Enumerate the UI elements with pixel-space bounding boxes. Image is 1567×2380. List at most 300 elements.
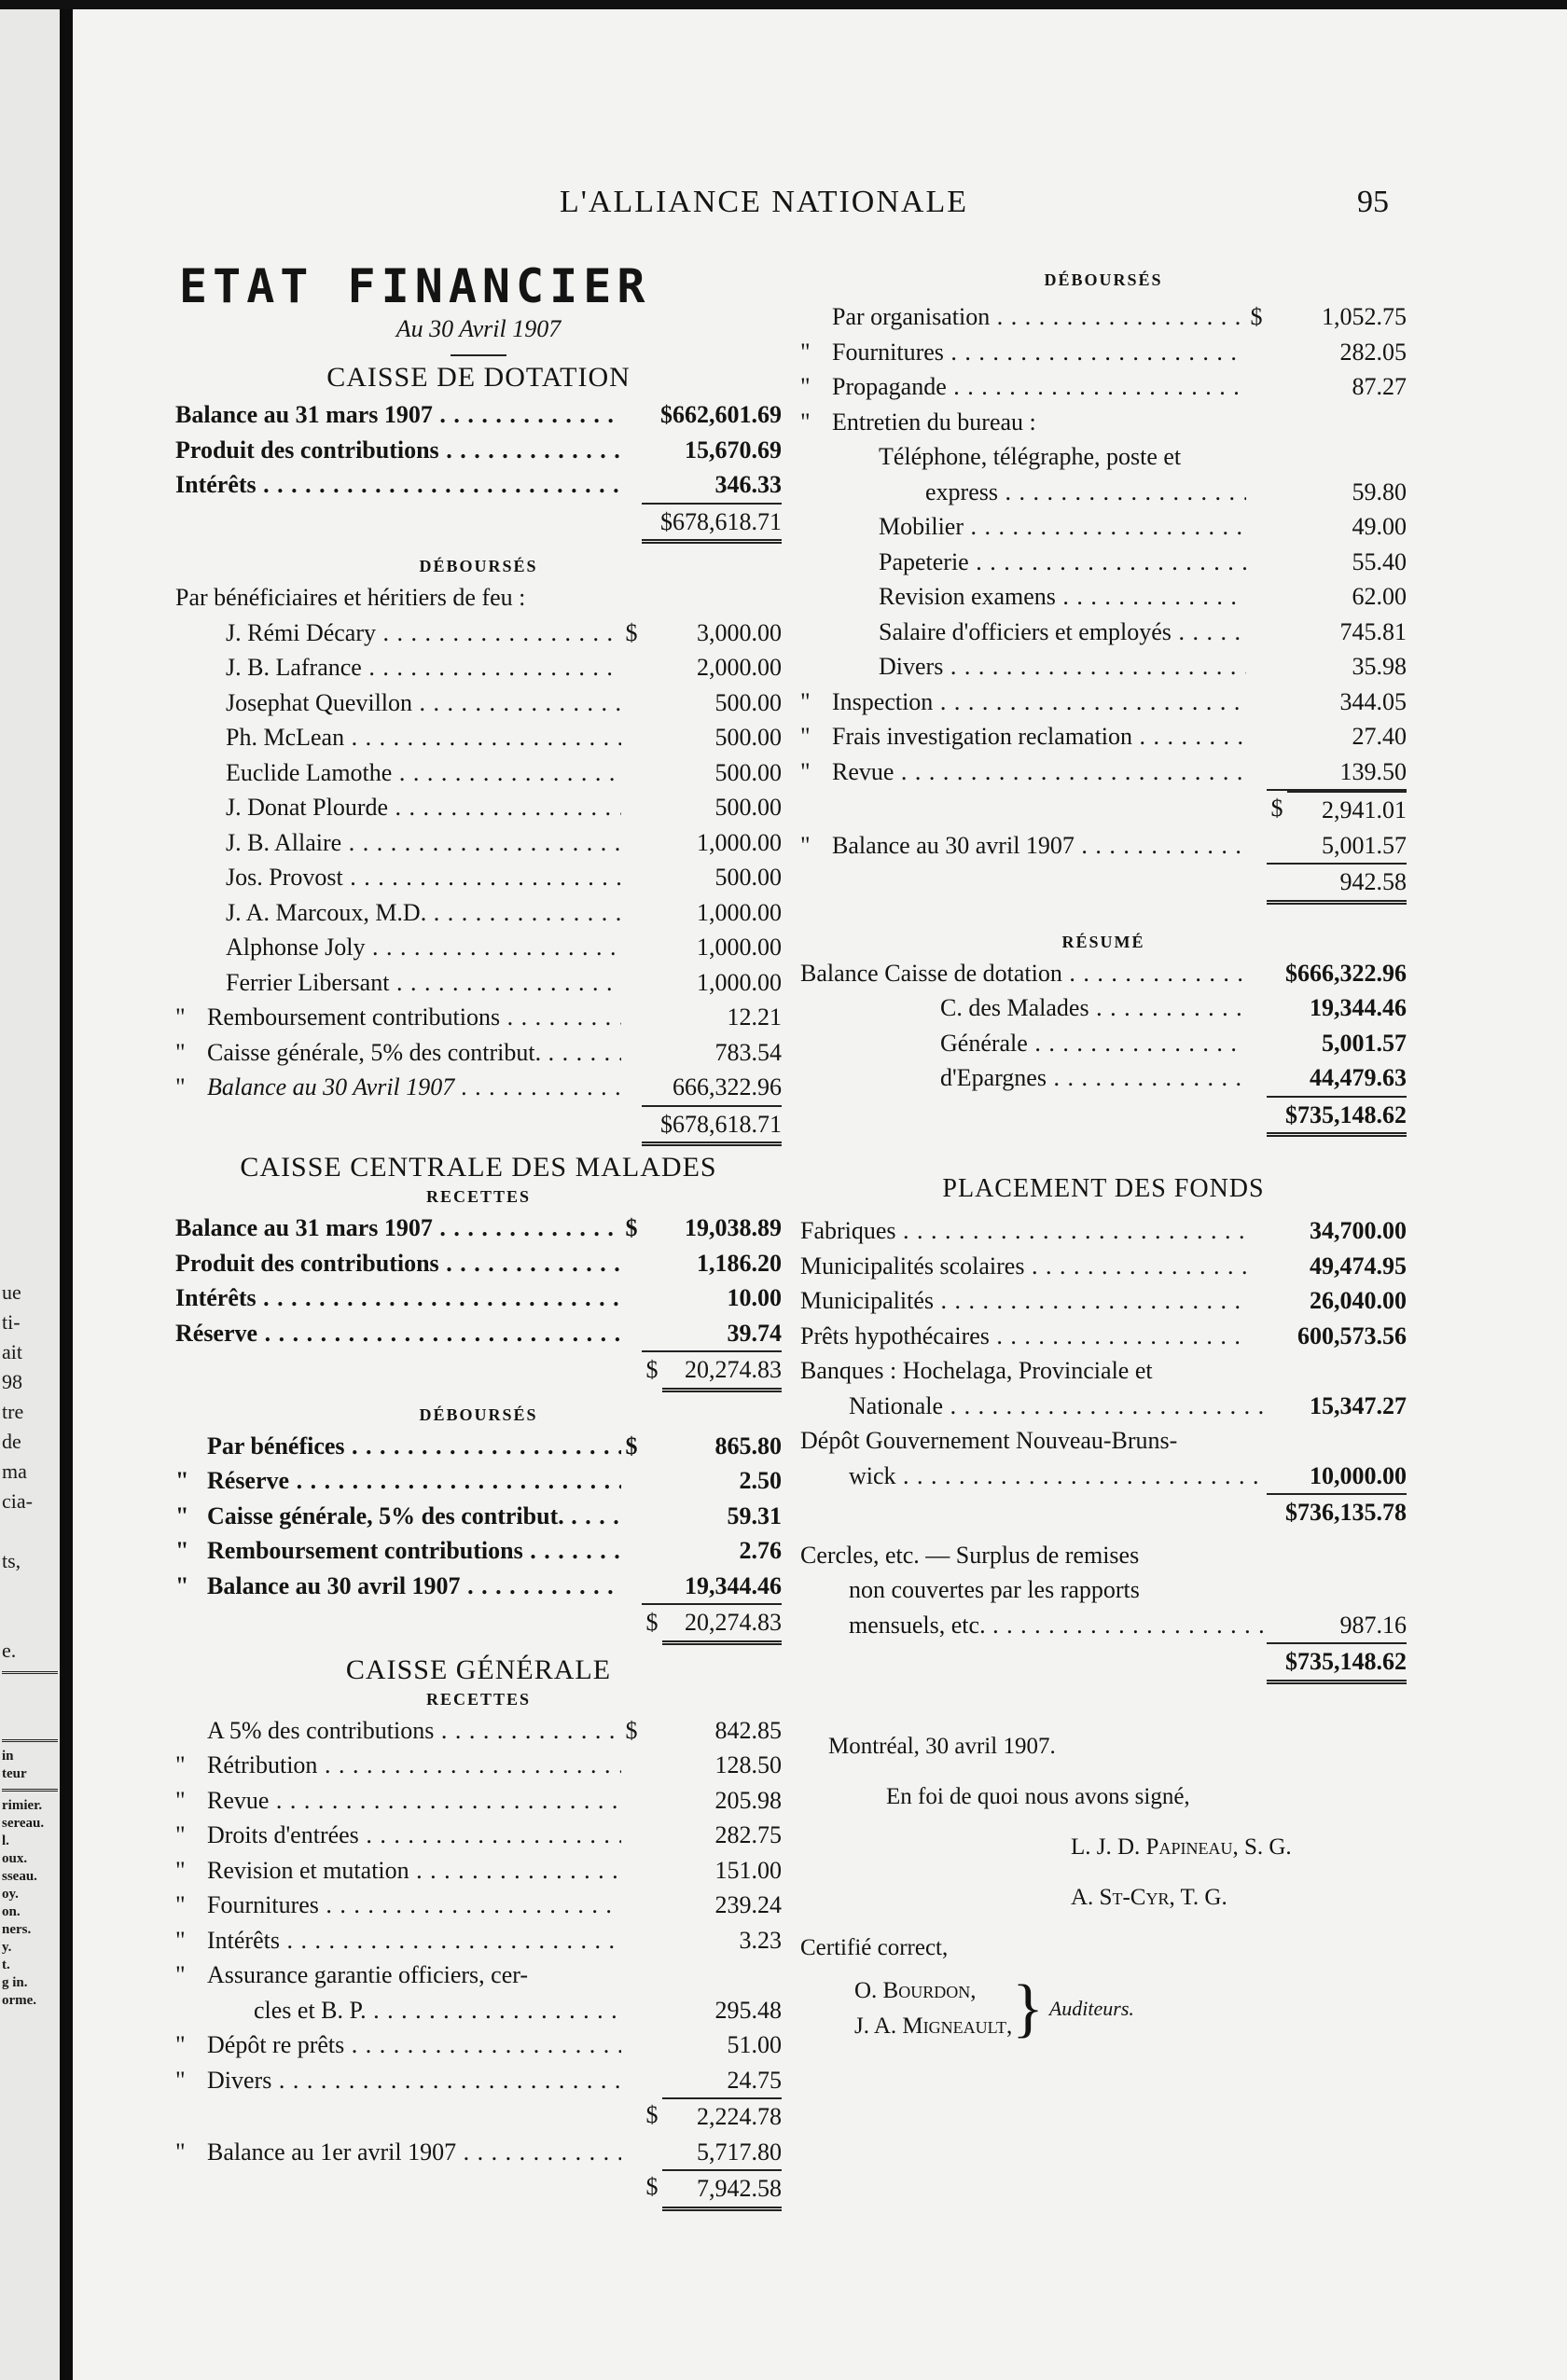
generale-row-amount: 239.24 [714,1891,782,1918]
right-subtotal: 2,941.01 [1287,791,1407,828]
right-total: 942.58 [1267,865,1407,905]
generale-total: 7,942.58 [662,2169,782,2211]
resume-row-label: Générale . . . [940,1026,1246,1061]
dollar-sign [621,397,642,433]
generale-row-amount: 205.98 [714,1786,782,1814]
dotation-item-label: Euclide Lamothe . . . [226,755,621,791]
dollar-sign [621,1853,642,1889]
generale-row [175,2027,782,2063]
dollar-sign [621,755,642,791]
dotation-row-amount: 15,670.69 [685,436,782,464]
auditors-brace: } [1012,1972,1044,2044]
auditor-1: O. Bourdon, [854,1977,977,2003]
dollar-sign [621,790,642,825]
dotation-total: $678,618.71 [642,505,782,545]
entretien-item-label: Mobilier . . . [879,509,1246,545]
indent [207,860,226,895]
indent [207,965,226,1001]
bleed-fragment [2,1516,62,1546]
cercles-line-1: Cercles, etc. — Surplus de remises [800,1541,1140,1569]
entretien-item-amount: 59.80 [1352,477,1407,505]
right-item-amount: 344.05 [1339,687,1407,715]
right-balance-amount: 5,001.57 [1267,828,1407,865]
bleed-fragment: 98 [2,1370,22,1393]
generale-row-label: A 5% des contributions . . . [207,1713,621,1749]
dotation-item-amount: 1,000.00 [697,934,782,961]
right-item-amount: 87.27 [1352,373,1407,400]
dotation-item-amount: 1,000.00 [697,898,782,926]
right-item-amount: 27.40 [1352,723,1407,750]
resume-row-amount: 44,479.63 [1310,1064,1407,1091]
ditto-mark: " [175,1856,186,1884]
generale-balance-label: Balance au 1er avril 1907 . . . [207,2135,621,2170]
dollar-sign [621,825,642,861]
dollar-sign [1246,649,1267,685]
generale-row-amount: 151.00 [714,1856,782,1884]
ditto-mark [800,579,832,615]
indent [207,930,226,965]
bleed-fragment: y. [2,1940,12,1955]
dollar-sign [621,720,642,755]
indent [207,685,226,721]
depot-line-1: Dépôt Gouvernement Nouveau-Bruns- [800,1427,1178,1454]
malades-row-amount: 1,186.20 [697,1249,782,1277]
ditto-mark [800,545,832,580]
entretien-item-label: Salaire d'officiers et employés . . . [879,615,1246,650]
dollar-sign [621,433,642,468]
placement-heading: PLACEMENT DES FONDS [942,1174,1265,1203]
dotation-row [175,433,782,468]
bleed-fragment: oux. [2,1851,28,1866]
indent [207,790,226,825]
dotation-item-amount: 12.21 [727,1003,782,1031]
generale-row-label: Fournitures . . . [207,1888,621,1923]
dollar-sign [1246,579,1267,615]
indent [800,1060,940,1096]
indent [832,615,879,650]
right-item [800,299,1407,335]
dotation-item [175,860,782,895]
ditto-mark [175,965,207,1001]
ditto-mark [175,1713,207,1749]
ditto-mark [175,720,207,755]
malades-recettes-label: RECETTES [425,1187,532,1206]
ditto-mark [800,299,832,335]
bleed-fragment [2,1606,62,1636]
malades-item-amount: 2.50 [739,1467,782,1494]
indent [207,720,226,755]
placement-row-label: Municipalités scolaires . . . [800,1249,1246,1284]
dollar-sign [1246,1213,1267,1249]
dollar-sign: $ [625,1432,638,1460]
dotation-item-label: Caisse générale, 5% des contribut. . . . [207,1035,621,1071]
entretien-item-label: Revision examens . . . [879,579,1246,615]
ditto-mark [175,895,207,931]
ditto-mark [175,755,207,791]
resume-row [800,1060,1407,1096]
dotation-item [175,965,782,1001]
dollar-sign [621,1533,642,1569]
ditto-mark: " [175,1003,186,1031]
dotation-item-label: Alphonse Joly . . . [226,930,621,965]
dotation-item-amount: 500.00 [714,758,782,786]
malades-item [175,1533,782,1569]
auditors-block [800,1973,1407,2044]
dotation-row-amount: 346.33 [642,467,782,505]
placement-row-amount: 34,700.00 [1310,1217,1407,1244]
dotation-row [175,397,782,433]
dotation-item [175,1070,782,1107]
generale-row [175,1748,782,1783]
dollar-sign [621,467,642,505]
entretien-item-amount: 35.98 [1352,653,1407,680]
dollar-sign [1246,615,1267,650]
ditto-mark: " [800,373,811,400]
generale-row-label: Intérêts . . . [207,1923,621,1958]
malades-row-label: Réserve . . . [175,1316,621,1353]
dollar-sign [621,1246,642,1281]
resume-row-amount: $666,322.96 [1285,959,1407,987]
dotation-item [175,1035,782,1071]
dollar-sign [1246,1060,1267,1096]
dollar-sign [1246,754,1267,792]
placement-row-label: Prêts hypothécaires . . . [800,1319,1246,1354]
placement-subtotal: $736,135.78 [1285,1499,1407,1526]
depot-line-2: wick . . . [849,1459,1267,1496]
ditto-mark: " [175,1571,189,1599]
malades-total: 20,274.83 [662,1352,782,1392]
malades-item-label: Caisse générale, 5% des contribut. . . . [207,1499,621,1534]
bleed-fragment: ti- [2,1310,21,1334]
generale-row-amount: 24.75 [727,2066,782,2094]
generale-row [175,1853,782,1889]
dotation-item-amount: 1,000.00 [697,828,782,856]
dollar-sign [1246,685,1267,720]
right-balance-label: Balance au 30 avril 1907 . . . [832,828,1246,865]
ditto-mark: " [175,1501,189,1529]
adjacent-page-fragments [2,1278,62,2010]
malades-row [175,1316,782,1353]
indent [207,825,226,861]
bleed-fragment: cia- [2,1489,33,1513]
malades-row-label: Intérêts . . . [175,1280,621,1316]
ditto-mark: " [175,1537,189,1564]
indent [207,895,226,931]
ditto-mark [800,475,832,510]
placement-row-amount: 600,573.56 [1297,1321,1407,1349]
resume-total: $735,148.62 [1267,1096,1407,1138]
dollar-sign [621,1070,642,1107]
malades-debourses-label: DÉBOURSÉS [419,1404,538,1424]
right-item [800,369,1407,405]
ditto-mark [800,615,832,650]
cercles-line-3: mensuels, etc. . . . [849,1608,1267,1645]
dollar-sign [1246,1283,1267,1319]
dollar-sign: $ [1250,303,1263,330]
dotation-item [175,755,782,791]
telephone-line-1: Téléphone, télégraphe, poste et [879,443,1182,470]
depot-amount: 10,000.00 [1267,1459,1407,1496]
bleed-fragment: in [2,1749,14,1764]
generale-row-label: Revision et mutation . . . [207,1853,621,1889]
malades-item-label: Remboursement contributions . . . [207,1533,621,1569]
resume-row-amount: 19,344.46 [1310,994,1407,1021]
top-edge [0,0,1567,9]
placement-row [800,1319,1407,1354]
journal-title: L'ALLIANCE NATIONALE [560,185,968,219]
generale-row [175,1888,782,1923]
ditto-mark [175,860,207,895]
indent [832,509,879,545]
dotation-item-amount: 1,000.00 [697,968,782,996]
signature-date: Montréal, 30 avril 1907. [828,1733,1056,1759]
assurance-line-1: Assurance garantie officiers, cer- [207,1961,529,1988]
malades-row-amount: 10.00 [727,1284,782,1311]
entretien-item [800,475,1407,510]
dotation-item-label: Remboursement contributions . . . [207,1000,621,1035]
dotation-item-amount: 500.00 [714,724,782,751]
dotation-row-amount: $662,601.69 [660,401,782,428]
indent [800,990,940,1026]
bleed-fragment: de [2,1430,21,1453]
right-item-amount: 282.05 [1339,338,1407,366]
bleed-fragment: orme. [2,1993,37,2008]
resume-row [800,956,1407,991]
ditto-mark [175,650,207,685]
dotation-intro: Par bénéficiaires et héritiers de feu : [175,584,526,611]
generale-row-amount: 842.85 [714,1716,782,1744]
right-item [800,685,1407,720]
dollar-sign [1246,956,1267,991]
dollar-sign [1246,1319,1267,1354]
placement-total: $735,148.62 [1267,1644,1407,1684]
bleed-fragment: g in. [2,1975,28,1990]
dotation-item-amount: 500.00 [714,864,782,891]
right-item-label: Inspection . . . [832,685,1246,720]
statement-title: ETAT FINANCIER [179,259,651,313]
right-debourses-label: DÉBOURSÉS [1044,270,1163,289]
malades-row-amount: 39.74 [642,1316,782,1353]
ditto-mark: " [175,1467,189,1494]
dotation-total-2: $678,618.71 [642,1107,782,1147]
dotation-item [175,685,782,721]
generale-row [175,1713,782,1749]
banques-amount: 15,347.27 [1310,1391,1407,1419]
signature-secretary: L. J. D. Papineau, S. G. [1071,1833,1292,1860]
dotation-item-label: Ferrier Libersant . . . [226,965,621,1001]
malades-row [175,1280,782,1316]
bleed-fragment: sseau. [2,1869,37,1884]
dollar-sign [621,895,642,931]
ditto-mark [175,790,207,825]
left-column: ETAT FINANCIER Au 30 Avril 1907 CAISSE DE DOTATION Balance au 31 mars 1907 . . . $662,601.69 Produit des contributions . . . 15,670.69 Intérêts . . . 346.33 $678,618.71 DÉBOURSÉS Par bénéficiaires et héritiers de feu : J. Rémi Décary . . . $ 3,000.00 J. B. Lafrance . . . 2,000.00 Josephat Quevillon . . . 500.00 Ph. McLean . . . 500.00 Euclide Lamothe . . . 500.00 J. Donat Plourde . . . 500.00 J. B. Allaire . . . 1,000.00 Jos. Provost . . . 500.00 J. A. Marcoux, M.D. . . . 1,000.00 Alphonse Joly . . . 1,000.00 Ferrier Libersant . . . 1,000.00 " Remboursement contributions . . . 12.21 " Caisse générale, 5% des contribut. . . . 783.54 " Balance au 30 Avril 1907 . . . 666,322.96 $678,618.71 CAISSE CENTRALE DES MALADES RECETTES Balance au 31 mars 1907 . . . $ 19,038.89 Produit des contributions . . . 1,186.20 Intérêts . . . 10.00 Réserve . . . 39.74 $ 20,274.83 DÉBOURSÉS Par bénéfices . . . $ 865.80 " Réserve . . . 2.50 " Caisse générale, 5% des contribut. . . . 59.31 " Remboursement contributions . . . 2.76 " Balance au 30 avril 1907 . . . 19,344.46 $ 20,274.83 CAISSE GÉNÉRALE RECETTES A 5% des contributions . . . $ 842.85 " Rétribution . . . 128.50 " Revue . . . 205.98 " Droits d'entrées . . . 282.75 " Revision et mutation . . . 151.00 " Fournitures . . . 239.24 " Intérêts . . . 3.23 " Assurance garantie officiers, cer- cles et B. P. . . . 295.48 " Dépôt re prêts . . . 51.00 " Divers . . . 24.75 $ 2,224.78 " Balance au 1er avril 1907 . . . 5,717.80 $ 7,942.58 [175,259,782,2211]
ditto-mark: " [175,1926,186,1954]
ditto-mark [175,685,207,721]
dollar-sign [621,1783,642,1819]
dollar-sign [1246,475,1267,510]
dotation-item-amount: 2,000.00 [697,654,782,681]
signature-treasurer: A. St-Cyr, T. G. [1071,1884,1227,1910]
ditto-mark: " [800,338,811,366]
resume-row [800,990,1407,1026]
dollar-sign [621,1569,642,1606]
generale-row-label: Droits d'entrées . . . [207,1818,621,1853]
dollar-sign [621,1499,642,1534]
malades-item-amount: 19,344.46 [642,1569,782,1606]
entretien-item-amount: 745.81 [1339,617,1407,645]
generale-row-label: Revue . . . [207,1783,621,1819]
ditto-mark [175,825,207,861]
dotation-item-label: J. B. Lafrance . . . [226,650,621,685]
placement-row-label: Fabriques . . . [800,1213,1246,1249]
generale-row [175,1783,782,1819]
malades-item [175,1463,782,1499]
ditto-mark: " [175,2066,186,2094]
ditto-mark: " [800,687,811,715]
generale-heading: CAISSE GÉNÉRALE [345,1654,612,1685]
dotation-item [175,930,782,965]
entretien-item-amount: 62.00 [1352,583,1407,610]
indent [832,545,879,580]
right-item-label: Par organisation . . . [832,299,1246,335]
right-item-label: Fournitures . . . [832,335,1246,370]
dollar-sign [621,1818,642,1853]
generale-row [175,1923,782,1958]
dotation-item-label: J. A. Marcoux, M.D. . . . [226,895,621,931]
bleed-fragment: teur [2,1766,27,1781]
malades-item [175,1499,782,1534]
ditto-mark: " [800,757,811,785]
statement-date: Au 30 Avril 1907 [395,315,562,342]
generale-row-amount: 51.00 [727,2031,782,2058]
dotation-item-label: Josephat Quevillon . . . [226,685,621,721]
right-item-label: Propagande . . . [832,369,1246,405]
dotation-item [175,825,782,861]
right-item-label: Frais investigation reclamation . . . [832,719,1246,754]
dollar-sign [621,1888,642,1923]
dotation-item-label: J. B. Allaire . . . [226,825,621,861]
cercles-amount: 987.16 [1267,1608,1407,1645]
dollar-sign [621,2063,642,2098]
ditto-mark: " [175,2031,186,2058]
dotation-item-amount: 666,322.96 [642,1070,782,1107]
right-item [800,335,1407,370]
resume-row-label: Balance Caisse de dotation . . . [800,956,1246,991]
indent [207,755,226,791]
bleed-fragment: sereau. [2,1816,45,1831]
bleed-fragment: l. [2,1833,9,1848]
ditto-mark [175,616,207,651]
dollar-sign [1246,335,1267,370]
bleed-fragment: e. [2,1639,17,1662]
ditto-mark: " [175,1038,186,1066]
dotation-heading: CAISSE DE DOTATION [326,362,631,393]
placement-row-amount: 49,474.95 [1310,1252,1407,1280]
placement-row-amount: 26,040.00 [1310,1287,1407,1314]
dollar-sign [621,685,642,721]
ditto-mark: " [175,1821,186,1848]
ditto-mark: " [175,1751,186,1778]
right-column: DÉBOURSÉS Par organisation . . . $ 1,052.75 " Fournitures . . . 282.05 " Propagande . . . 87.27 " Entretien du bureau : Téléphone, télégraphe, poste et express . . . 59.80 Mobilier . . . 49.00 Papeterie . . . 55.40 Revision examens . . . 62.00 Salaire d'officiers et employés . . . 745.81 Divers . . . 35.98 " Inspection . . . 344.05 " Frais investigation reclamation . . . 27.40 " Revue . . . 139.50 $ 2,941.01 " Balance au 30 avril 1907 . . . 5,001.57 942.58 RÉSUMÉ Balance Caisse de dotation . . . $666,322.96 C. des Malades . . . 19,344.46 Générale . . . 5,001.57 d'Epargnes . . . 44,479.63 $735,148.62 PLACEMENT DES FONDS Fabriques . . . 34,700.00 Municipalités scolaires . . . 49,474.95 Municipalités . . . 26,040.00 Prêts hypothécaires . . . 600,573.56 Banques : Hochelaga, Provinciale et Nationale . . . 15,347.27 Dépôt Gouvernement Nouveau-Bruns- wick . . . 10,000.00 $736,135.78 Cercles, etc. — Surplus de remises non couvertes par les rapports mensuels, etc. . . . 987.16 $735,148.62 Montréal, 30 avril 1907. En foi de quoi nous avons signé, L. J. D. Papineau, S. G. A. St-Cyr, T. G. Certifié correct, O. Bourdon, J. A. Migneault, } Auditeurs. [800,270,1407,2044]
dotation-debourses-label: DÉBOURSÉS [419,557,538,575]
ditto-mark [800,649,832,685]
indent [832,475,925,510]
malades-item-amount: 2.76 [739,1537,782,1564]
indent [207,616,226,651]
dotation-item [175,720,782,755]
dotation-row-label: Produit des contributions . . . [175,433,621,468]
resume-row [800,1026,1407,1061]
dotation-row-label: Balance au 31 mars 1907 . . . [175,397,621,433]
ditto-mark: " [175,1891,186,1918]
dotation-item [175,616,782,651]
entretien-item-amount: 55.40 [1352,547,1407,575]
dollar-sign [621,860,642,895]
auditor-2: J. A. Migneault, [854,2013,1013,2039]
dollar-sign: $ [625,618,638,646]
malades-row [175,1211,782,1246]
generale-subtotal: 2,224.78 [662,2097,782,2135]
entretien-item [800,649,1407,685]
ditto-mark: " [800,723,811,750]
dollar-sign: $ [625,1214,638,1241]
bleed-fragment: ts, [2,1549,21,1572]
generale-row-amount: 128.50 [714,1751,782,1778]
ditto-mark: " [175,1786,186,1814]
placement-row [800,1213,1407,1249]
dotation-item-label: Balance au 30 Avril 1907 . . . [207,1070,621,1107]
dotation-item-label: J. Rémi Décary . . . [226,616,621,651]
entretien-label: Entretien du bureau : [832,408,1036,436]
bleed-fragment: t. [2,1958,10,1972]
generale-row-label: Dépôt re prêts . . . [207,2027,621,2063]
malades-item [175,1569,782,1606]
placement-row-label: Municipalités . . . [800,1283,1246,1319]
generale-row-label: Divers . . . [207,2063,621,2098]
right-item-amount: 1,052.75 [1322,303,1407,330]
dotation-row-label: Intérêts . . . [175,467,621,505]
entretien-item [800,509,1407,545]
signature-foi: En foi de quoi nous avons signé, [886,1783,1190,1809]
entretien-item [800,615,1407,650]
dotation-item [175,790,782,825]
generale-row [175,2063,782,2098]
malades-item [175,1429,782,1464]
generale-row-label: Rétribution . . . [207,1748,621,1783]
right-item-label: Revue . . . [832,754,1246,792]
dotation-item [175,895,782,931]
malades-total-2: 20,274.83 [662,1605,782,1645]
indent [832,649,879,685]
banques-line-2: Nationale . . . [849,1389,1267,1424]
dotation-item-label: J. Donat Plourde . . . [226,790,621,825]
dotation-row [175,467,782,505]
malades-row-amount: 19,038.89 [685,1214,782,1241]
dotation-item-amount: 500.00 [714,688,782,716]
bleed-fragment [2,1576,62,1606]
bleed-fragment: rimier. [2,1798,43,1813]
dollar-sign [1246,545,1267,580]
dollar-sign [621,2027,642,2063]
dollar-sign [621,965,642,1001]
dollar-sign [621,1000,642,1035]
dollar-sign [621,1463,642,1499]
assurance-line-2: cles et B. P. . . . [254,1993,621,2028]
dollar-sign [621,930,642,965]
resume-row-amount: 5,001.57 [1322,1029,1407,1057]
dotation-item-label: Jos. Provost . . . [226,860,621,895]
ditto-mark [175,930,207,965]
